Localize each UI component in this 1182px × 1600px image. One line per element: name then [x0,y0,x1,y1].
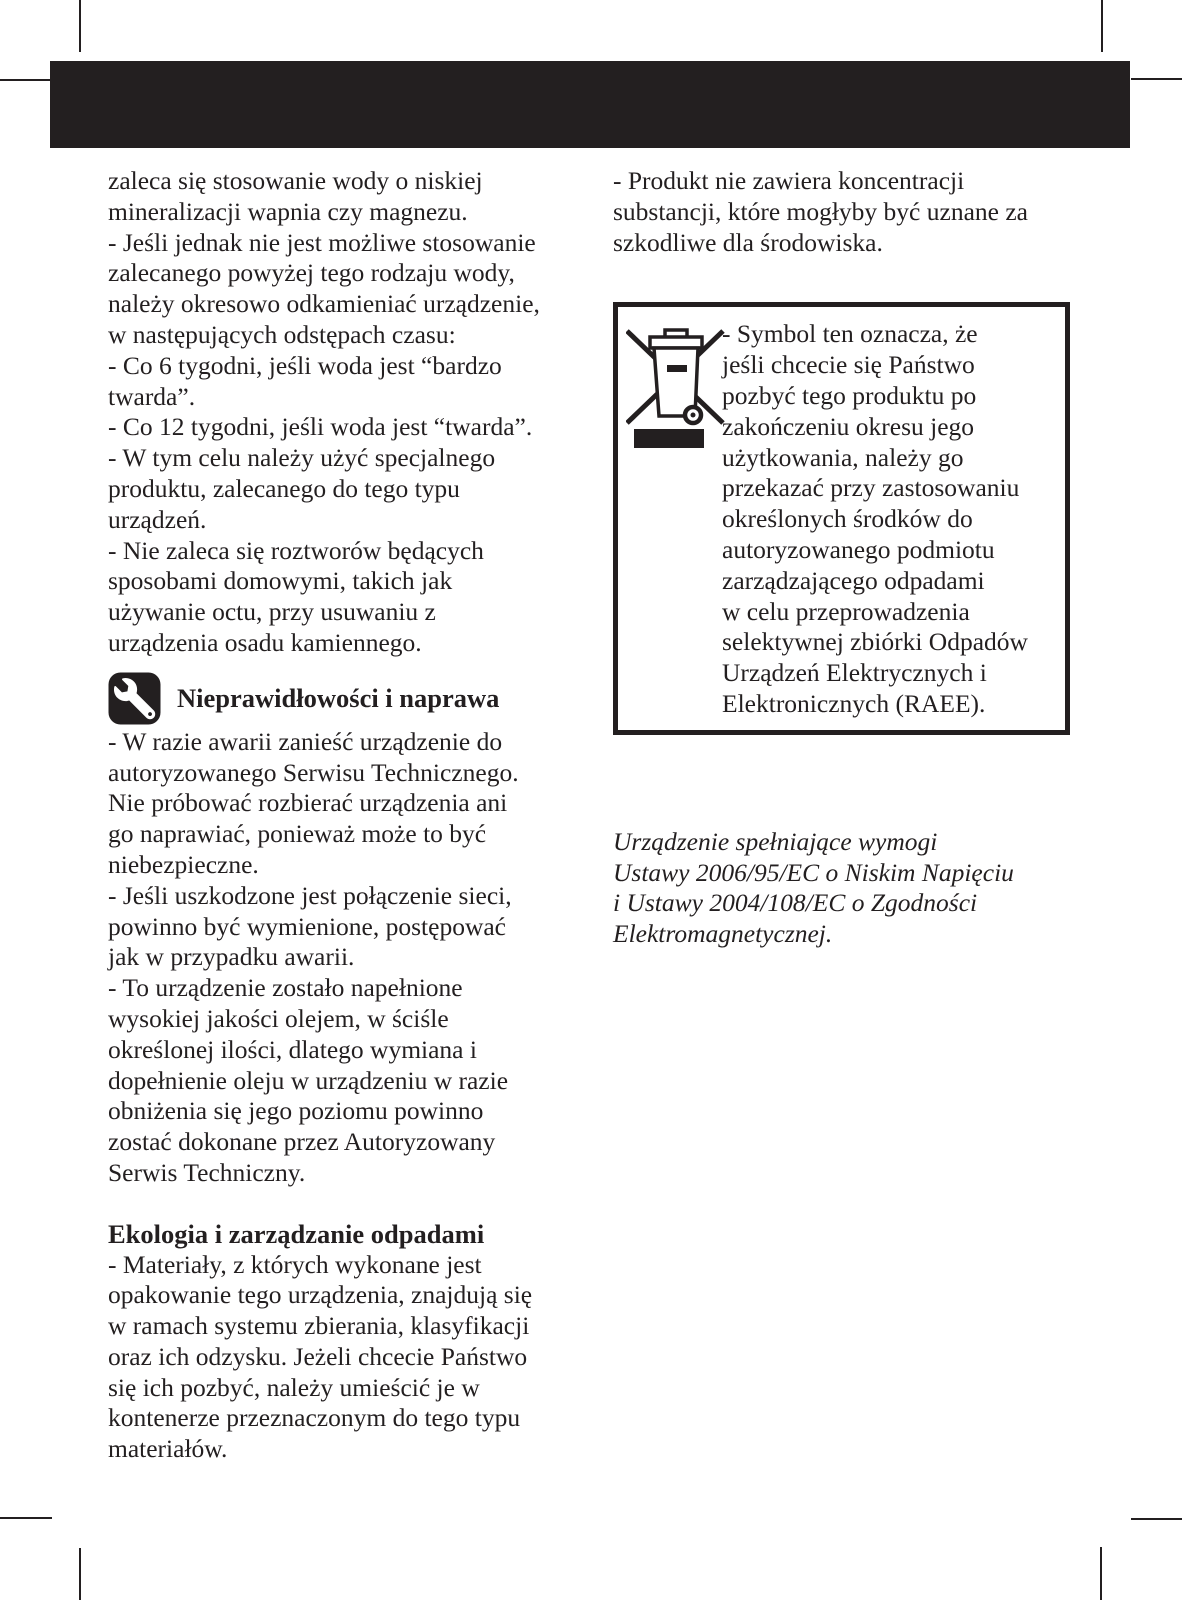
text-line: Serwis Techniczny. [108,1157,306,1187]
ecology-heading: Ekologia i zarządzanie odpadami [108,1218,485,1249]
text-line: - Jeśli uszkodzone jest połączenie sieci, [108,880,512,910]
weee-text [722,319,1055,719]
text-line: mineralizacji wapnia czy magnezu. [108,196,468,226]
text-line: twarda”. [108,381,196,411]
text-line: - To urządzenie zostało napełnione [108,973,463,1003]
text-line: Urządzeń Elektrycznych i [722,658,987,688]
text-line: używanie octu, przy usuwaniu z [108,597,436,627]
text-line: zostać dokonane przez Autoryzowany [108,1127,496,1157]
crop-mark-bottom-right-vertical [1100,1547,1102,1600]
weee-box [613,302,1070,734]
text-line: produktu, zalecanego do tego typu [108,473,460,503]
crop-mark-top-right-horizontal [1131,78,1182,80]
text-line: urządzenia osadu kamiennego. [108,627,422,657]
text-line: użytkowania, należy go [722,442,964,472]
text-line: przekazać przy zastosowaniu [722,473,1020,503]
text-line: dopełnienie oleju w urządzeniu w razie [108,1065,509,1095]
wrench-icon [108,672,161,725]
text-line: się ich pozbyć, należy umieścić je w [108,1372,480,1402]
ecology-paragraph [108,1250,576,1466]
text-line: materiałów. [108,1434,228,1464]
text-line: Ustawy 2006/95/EC o Niskim Napięciu [613,857,1014,887]
text-line: autoryzowanego Serwisu Technicznego. [108,757,519,787]
text-line: obniżenia się jego poziomu powinno [108,1096,484,1126]
left-column [108,166,576,1465]
text-line: substancji, które mogłyby być uznane za [613,196,1028,226]
text-line: w celu przeprowadzenia [722,596,970,626]
repair-heading: Nieprawidłowości i naprawa [177,683,500,714]
crop-mark-top-right-vertical [1101,0,1103,52]
text-line: - Jeśli jednak nie jest możliwe stosowanie [108,227,536,257]
text-line: - W razie awarii zanieść urządzenie do [108,726,503,756]
right-column [613,166,1083,950]
text-line: oraz ich odzysku. Jeżeli chcecie Państwo [108,1341,528,1371]
text-line: w następujących odstępach czasu: [108,319,456,349]
text-line: jeśli chcecie się Państwo [722,350,975,380]
text-line: sposobami domowymi, takich jak [108,566,453,596]
text-line: autoryzowanego podmiotu [722,534,995,564]
weee-crossed-out-wheelie-bin-icon [626,323,726,449]
text-line: szkodliwe dla środowiska. [613,227,883,257]
text-line: i Ustawy 2004/108/EC o Zgodności [613,888,978,918]
text-line: go naprawiać, ponieważ może to być [108,819,487,849]
header-bar [50,61,1130,148]
maintenance-paragraph [108,166,576,659]
text-line: - W tym celu należy użyć specjalnego [108,443,496,473]
text-line: Elektronicznych (RAEE). [722,688,986,718]
text-line: Urządzenie spełniające wymogi [613,826,938,856]
text-line: - Co 6 tygodni, jeśli woda jest “bardzo [108,350,502,380]
crop-mark-top-left-vertical [79,0,81,52]
crop-mark-bottom-right-horizontal [1131,1518,1182,1520]
text-line: Elektromagnetycznej. [613,919,833,949]
intro-paragraph [613,166,1083,258]
text-line: - Nie zaleca się roztworów będących [108,535,484,565]
text-line: selektywnej zbiórki Odpadów [722,627,1028,657]
text-line: niebezpieczne. [108,849,259,879]
crop-mark-top-left-horizontal [0,79,52,81]
text-line: powinno być wymienione, postępować [108,911,507,941]
text-line: urządzeń. [108,504,207,534]
compliance-note [613,827,1083,950]
crop-mark-bottom-left-vertical [79,1548,81,1600]
text-line: - Materiały, z których wykonane jest [108,1249,482,1279]
text-line: pozbyć tego produktu po [722,380,977,410]
crop-mark-bottom-left-horizontal [0,1517,52,1519]
text-line: określonej ilości, dlatego wymiana i [108,1034,477,1064]
text-line: - Co 12 tygodni, jeśli woda jest “twarda”. [108,412,533,442]
text-line: Nie próbować rozbierać urządzenia ani [108,788,508,818]
text-line: jak w przypadku awarii. [108,942,355,972]
text-line: - Symbol ten oznacza, że [722,319,978,349]
text-line: zaleca się stosowanie wody o niskiej [108,166,483,195]
text-line: wysokiej jakości olejem, w ściśle [108,1003,449,1033]
text-line: kontenerze przeznaczonym do tego typu [108,1403,521,1433]
text-line: zalecanego powyżej tego rodzaju wody, [108,258,515,288]
repair-section-header [108,673,576,725]
repair-paragraph [108,727,576,1189]
text-line: - Produkt nie zawiera koncentracji [613,166,965,195]
text-line: należy okresowo odkamieniać urządzenie, [108,289,540,319]
text-line: określonych środków do [722,504,973,534]
text-line: zakończeniu okresu jego [722,411,975,441]
text-line: w ramach systemu zbierania, klasyfikacji [108,1311,530,1341]
text-line: zarządzającego odpadami [722,565,985,595]
text-line: opakowanie tego urządzenia, znajdują się [108,1280,533,1310]
